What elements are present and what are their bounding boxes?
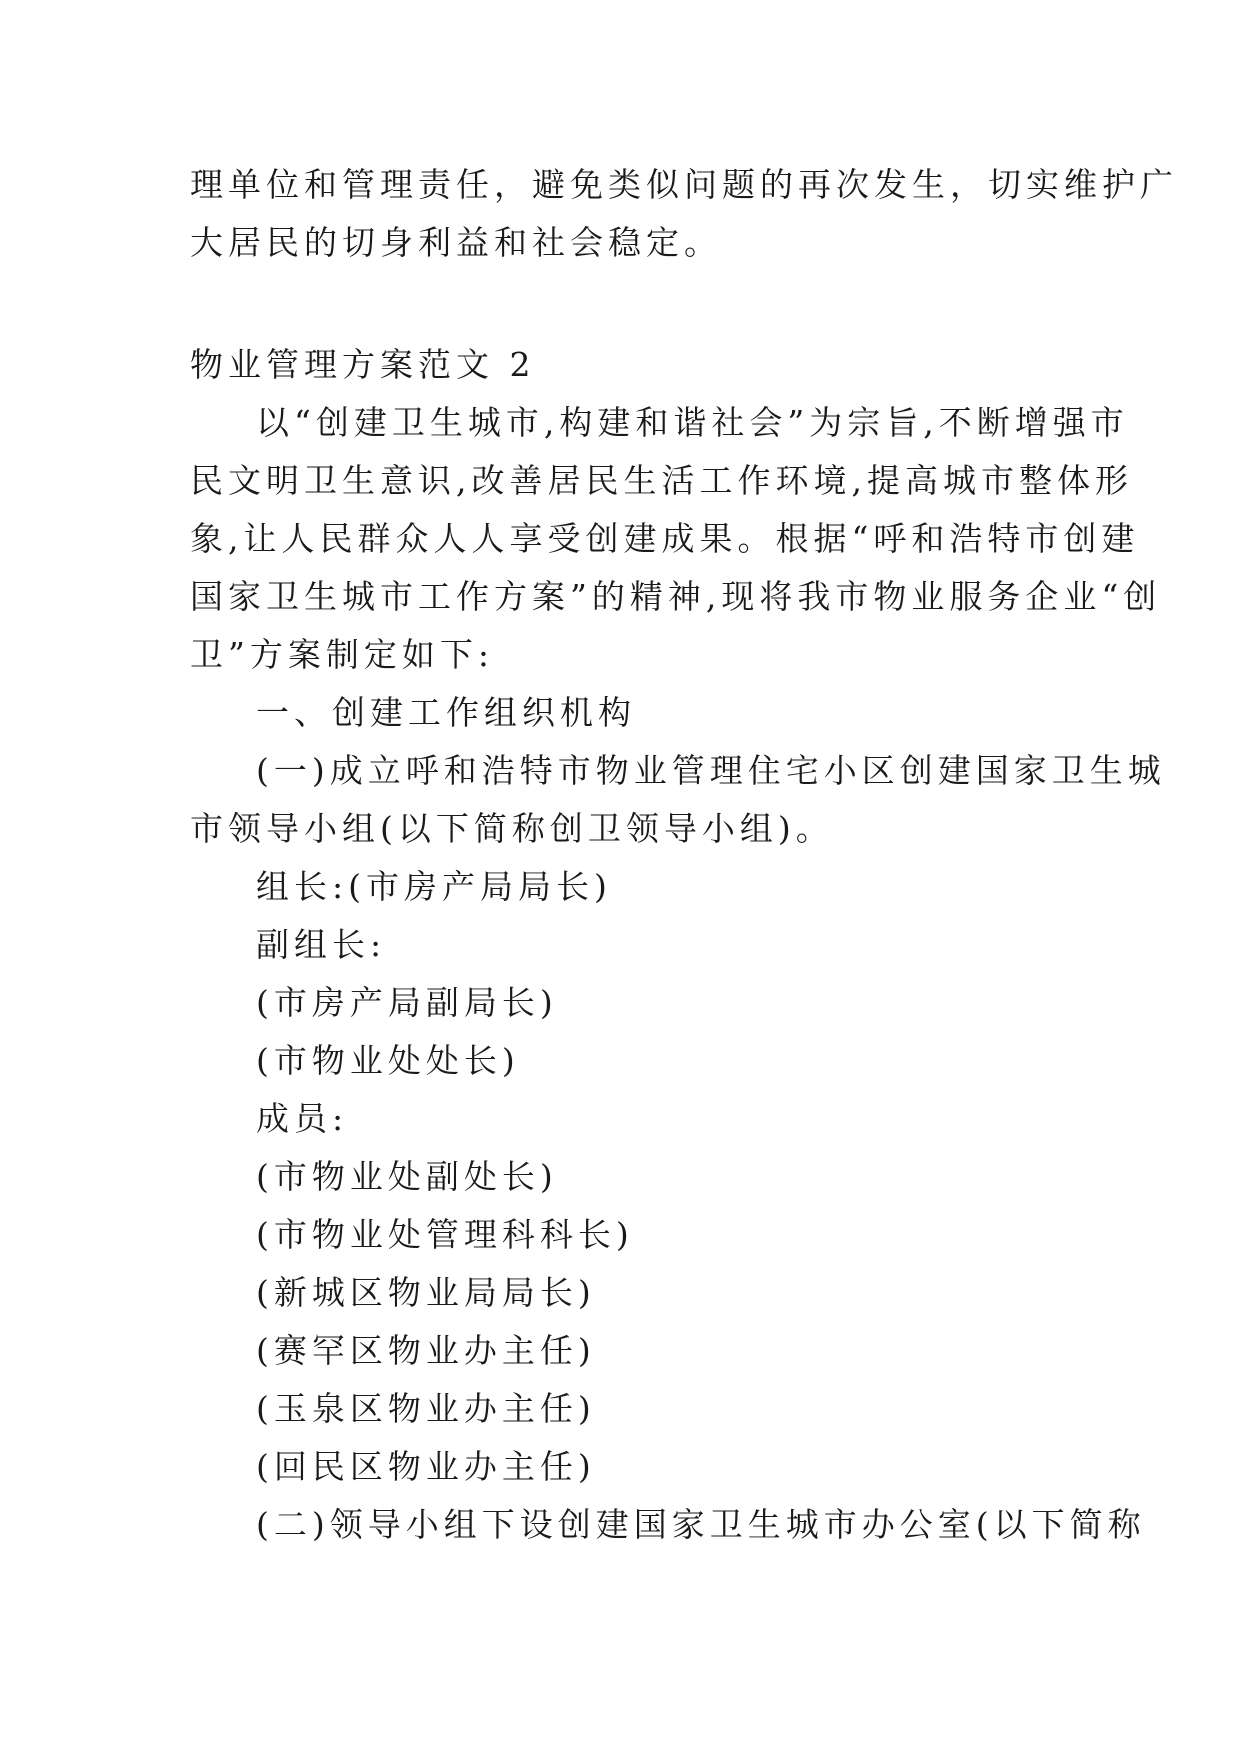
body-line: (二)领导小组下设创建国家卫生城市办公室(以下简称 <box>256 1505 1146 1544</box>
body-line: 卫”方案制定如下: <box>190 635 494 674</box>
body-line: 一、创建工作组织机构 <box>256 693 636 732</box>
body-line: (市物业处副处长) <box>256 1157 558 1196</box>
body-line: 成员: <box>256 1099 349 1138</box>
body-line: 副组长: <box>256 925 387 964</box>
body-line: 组长:(市房产局局长) <box>256 867 612 906</box>
body-line: 国家卫生城市工作方案”的精神,现将我市物业服务企业“创 <box>190 577 1162 616</box>
body-line: (市物业处处长) <box>256 1041 520 1080</box>
body-line: 市领导小组(以下简称创卫领导小组)。 <box>190 809 834 848</box>
body-line: (一)成立呼和浩特市物业管理住宅小区创建国家卫生城 <box>256 751 1166 790</box>
body-line: 以“创建卫生城市,构建和谐社会”为宗旨,不断增强市 <box>256 403 1129 442</box>
body-line: (回民区物业办主任) <box>256 1447 596 1486</box>
section-title: 物业管理方案范文 2 <box>190 345 536 384</box>
body-line: (市物业处管理科科长) <box>256 1215 634 1254</box>
body-line: (市房产局副局长) <box>256 983 558 1022</box>
previous-section-text <box>190 156 1178 272</box>
text-line: 理单位和管理责任，避免类似问题的再次发生，切实维护广 <box>190 165 1178 204</box>
body-line: (新城区物业局局长) <box>256 1273 596 1312</box>
body-line: 象,让人民群众人人享受创建成果。根据“呼和浩特市创建 <box>190 519 1140 558</box>
text-line: 大居民的切身利益和社会稳定。 <box>190 223 722 262</box>
body-line: 民文明卫生意识,改善居民生活工作环境,提高城市整体形 <box>190 461 1133 500</box>
body-line: (赛罕区物业办主任) <box>256 1331 596 1370</box>
body-line: (玉泉区物业办主任) <box>256 1389 596 1428</box>
section-body <box>190 394 1166 1554</box>
